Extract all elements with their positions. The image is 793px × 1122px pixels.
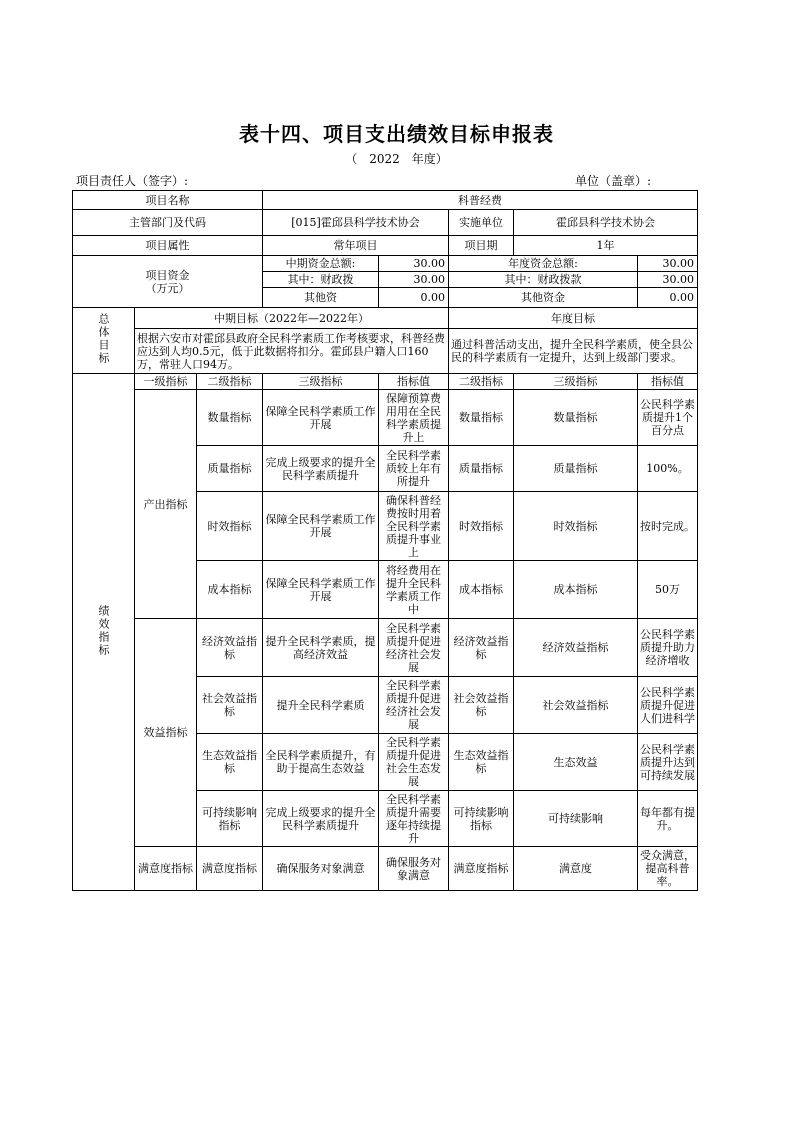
report-year: （ 2022 年度）: [345, 152, 448, 166]
unit-seal-label: 单位（盖章）:: [575, 174, 652, 188]
mid-level3-indicator: 保障全民科学素质工作开展: [263, 492, 379, 561]
project-name-label: 项目名称: [73, 191, 263, 210]
mid-indicator-value: [379, 734, 449, 791]
table-row: [73, 390, 698, 446]
mid-indicator-value-text: 全民科学素质提升促进经济社会发展: [386, 621, 442, 674]
mid-level3-indicator: 全民科学素质提升，有助于提高生态效益: [263, 734, 379, 791]
year-level2-indicator: 满意度指标: [449, 847, 514, 891]
mid-indicator-value: [379, 619, 449, 677]
mid-indicator-value-text: 将经费用在提升全民科学素质工作中: [386, 563, 442, 616]
satisfaction-row: [73, 847, 698, 891]
mid-indicator-value: [379, 390, 449, 446]
year-other-label: 其他资金: [449, 288, 638, 308]
indicator-header-7: 指标值: [638, 374, 698, 390]
performance-indicator-label: [73, 374, 135, 891]
year-indicator-value: [638, 561, 698, 619]
performance-indicator-label-text: 绩效指标: [97, 604, 110, 657]
year-total-value: 30.00: [638, 256, 698, 272]
funds-label: 项目资金 （万元）: [73, 256, 263, 308]
mid-indicator-value-text: 全民科学素质提升促进经济社会发展: [386, 679, 442, 731]
year-level2-indicator: 数量指标: [449, 390, 514, 446]
year-level2-indicator: 社会效益指标: [449, 677, 514, 734]
year-indicator-value: [638, 791, 698, 847]
year-goal-content: 通过科普活动支出，提升全民科学素质，使全县公民的科学素质有一定提升，达到上级部门要求。: [451, 338, 694, 364]
mid-level3-indicator: 确保服务对象满意: [263, 847, 379, 891]
mid-level3-indicator: 保障全民科学素质工作开展: [263, 561, 379, 619]
mid-indicator-value-text: 保障预算费用用在全民科学素质提升上: [386, 391, 442, 444]
indicator-header-row: [73, 374, 698, 390]
year-indicator-value-text: 受众满意，提高科普率。: [640, 849, 696, 888]
year-level2-indicator: 经济效益指标: [449, 619, 514, 677]
impl-unit-value: 霍邱县科学技术协会: [514, 210, 698, 236]
year-level3-indicator: 时效指标: [514, 492, 638, 561]
mid-total-value: 30.00: [379, 256, 449, 272]
mid-indicator-value: [379, 492, 449, 561]
mid-level2-indicator: 可持续影响指标: [197, 791, 263, 847]
mid-level2-indicator: 成本指标: [197, 561, 263, 619]
mid-indicator-value-text: 全民科学素质较上年有所提升: [386, 449, 442, 488]
mid-indicator-value-text: 全民科学素质提升需要逐年持续提升: [386, 792, 442, 845]
mid-level2-indicator: 时效指标: [197, 492, 263, 561]
year-level3-indicator: 可持续影响: [514, 791, 638, 847]
year-fiscal-label: 其中：财政拨款: [449, 272, 638, 288]
mid-level2-indicator: 社会效益指标: [197, 677, 263, 734]
mid-level3-indicator: 完成上级要求的提升全民科学素质提升: [263, 446, 379, 492]
year-level3-indicator: 生态效益: [514, 734, 638, 791]
year-level2-indicator: 成本指标: [449, 561, 514, 619]
year-goal-header: 年度目标: [449, 308, 698, 329]
page-title: 表十四、项目支出绩效目标申报表: [239, 122, 554, 146]
mid-other-label: 其他资: [263, 288, 379, 308]
year-goal-text: [449, 329, 698, 374]
year-indicator-value: [638, 492, 698, 561]
mid-other-value: 0.00: [379, 288, 449, 308]
mid-level3-indicator: 完成上级要求的提升全民科学素质提升: [263, 791, 379, 847]
year-indicator-value: [638, 847, 698, 891]
mid-level3-indicator: 保障全民科学素质工作开展: [263, 390, 379, 446]
year-total-label: 年度资金总额:: [449, 256, 638, 272]
project-name-value: 科普经费: [263, 191, 698, 210]
indicator-header-5: 二级指标: [449, 374, 514, 390]
dept-label: 主管部门及代码: [73, 210, 263, 236]
year-indicator-value: [638, 677, 698, 734]
project-period-label: 项目期: [449, 236, 514, 256]
mid-fiscal-value: 30.00: [379, 272, 449, 288]
year-indicator-value-text: 公民科学素质提升促进人们进科学: [640, 685, 696, 725]
mid-indicator-value: [379, 847, 449, 891]
table-row: [73, 619, 698, 677]
responsible-person-label: 项目责任人（签字）:: [76, 174, 189, 188]
indicator-header-3: 三级指标: [263, 374, 379, 390]
year-level3-indicator: 社会效益指标: [514, 677, 638, 734]
mid-goal-header: 中期目标（2022年—2022年）: [135, 308, 449, 329]
mid-indicator-value: [379, 677, 449, 734]
year-level2-indicator: 可持续影响指标: [449, 791, 514, 847]
mid-indicator-value: [379, 791, 449, 847]
satisfaction-indicator-label: 满意度指标: [135, 847, 197, 891]
project-attr-value: 常年项目: [263, 236, 449, 256]
impl-unit-label: 实施单位: [449, 210, 514, 236]
year-indicator-value-text: 每年都有提升。: [640, 805, 696, 832]
project-period-value: 1年: [514, 236, 698, 256]
mid-goal-content: 根据六安市对霍邱县政府全民科学素质工作考核要求，科普经费应达到人均0.5元，低于此数据将扣分。霍邱县户籍人口160万，常驻人口94万。: [137, 331, 445, 371]
overall-goal-label: [73, 308, 135, 374]
mid-level2-indicator: 数量指标: [197, 390, 263, 446]
mid-level2-indicator: 质量指标: [197, 446, 263, 492]
year-level2-indicator: 时效指标: [449, 492, 514, 561]
year-level2-indicator: 质量指标: [449, 446, 514, 492]
year-fiscal-value: 30.00: [638, 272, 698, 288]
mid-indicator-value-text: 确保服务对象满意: [386, 855, 442, 882]
dept-value: [015]霍邱县科学技术协会: [263, 210, 449, 236]
mid-level2-indicator: 经济效益指标: [197, 619, 263, 677]
year-level3-indicator: 质量指标: [514, 446, 638, 492]
year-indicator-value-text: 公民科学素质提升助力经济增收: [640, 628, 696, 667]
mid-indicator-value: [379, 561, 449, 619]
year-indicator-value-text: 公民科学素质提升1个百分点: [640, 398, 696, 437]
mid-level3-indicator: 提升全民科学素质，提高经济效益: [263, 619, 379, 677]
project-attr-label: 项目属性: [73, 236, 263, 256]
year-indicator-value-text: 按时完成。: [640, 519, 696, 533]
overall-goal-text: 总体目标: [97, 313, 110, 365]
mid-level3-indicator: 提升全民科学素质: [263, 677, 379, 734]
mid-level2-indicator: 生态效益指标: [197, 734, 263, 791]
year-indicator-value-text: 公民科学素质提升达到可持续发展: [640, 742, 696, 782]
benefit-indicator-label: 效益指标: [135, 619, 197, 847]
year-indicator-value: [638, 390, 698, 446]
year-level2-indicator: 生态效益指标: [449, 734, 514, 791]
mid-level2-indicator: 满意度指标: [197, 847, 263, 891]
mid-fiscal-label: 其中：财政拨: [263, 272, 379, 288]
mid-indicator-value: [379, 446, 449, 492]
year-indicator-value-text: 50万: [655, 583, 681, 596]
year-other-value: 0.00: [638, 288, 698, 308]
indicator-header-2: 二级指标: [197, 374, 263, 390]
mid-total-label: 中期资金总额:: [263, 256, 379, 272]
output-indicator-label: 产出指标: [135, 390, 197, 619]
mid-indicator-value-text: 确保科普经费按时用着全民科学素质提升事业上: [386, 493, 442, 559]
year-level3-indicator: 经济效益指标: [514, 619, 638, 677]
mid-goal-text: [135, 329, 449, 374]
performance-target-table: [72, 190, 698, 891]
year-indicator-value: [638, 734, 698, 791]
year-level3-indicator: 满意度: [514, 847, 638, 891]
year-indicator-value: [638, 446, 698, 492]
year-level3-indicator: 数量指标: [514, 390, 638, 446]
mid-indicator-value-text: 全民科学素质提升促进社会生态发展: [386, 736, 442, 788]
indicator-header-1: 一级指标: [135, 374, 197, 390]
year-indicator-value: [638, 619, 698, 677]
year-level3-indicator: 成本指标: [514, 561, 638, 619]
indicator-header-4: 指标值: [379, 374, 449, 390]
indicator-header-6: 三级指标: [514, 374, 638, 390]
year-indicator-value-text: 100%。: [646, 462, 689, 475]
